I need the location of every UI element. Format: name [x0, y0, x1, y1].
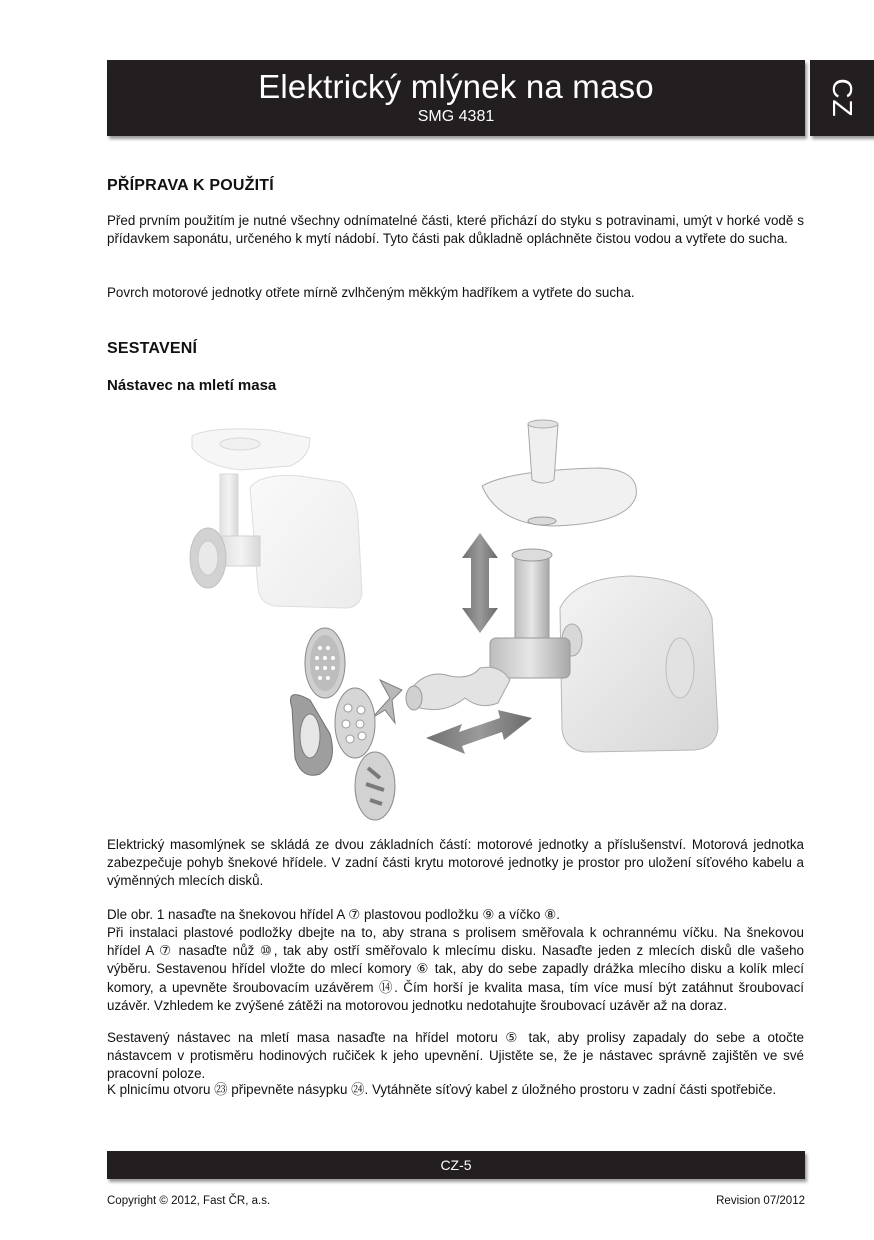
page-number: CZ-5: [440, 1157, 472, 1173]
vertical-arrow-icon: [462, 533, 498, 633]
paragraph-sestaveni-5: K plnicímu otvoru ㉓ připevněte násypku ㉔. Vytáhněte síťový kabel z úložného prostoru v zadní části spotřebiče.: [107, 1082, 777, 1097]
screw-ring: [290, 695, 332, 776]
document-title: Elektrický mlýnek na maso: [258, 68, 654, 105]
copyright: Copyright © 2012, Fast ČR, a.s.: [107, 1195, 271, 1207]
meat-grinder-assembly-illustration: [180, 418, 720, 828]
paragraph-sestaveni-4: Sestavený nástavec na mletí masa nasaďte na hřídel motoru ⑤ tak, aby prolisy zapadaly do sebe a otočte nástavcem v protisměru hodinových ručiček k jeho upevnění. Ujistěte se, že je nástavec správně zajištěn ve své pracovní poloze.: [107, 1030, 804, 1082]
model-number: SMG 4381: [417, 108, 495, 125]
paragraph-sestaveni-2: Dle obr. 1 nasaďte na šnekovou hřídel A ⑦ plastovou podložku ⑨ a víčko ⑧.: [107, 907, 560, 922]
heading-sestaveni: SESTAVENÍ: [107, 340, 198, 357]
language-code: CZ: [827, 78, 858, 118]
grinding-disc-fine: [305, 628, 345, 698]
horizontal-arrow-icon: [426, 710, 532, 754]
paragraph-priprava-1: Před prvním použitím je nutné všechny odnímatelné části, které přichází do styku s potravinami, umýt v horké vodě s přídavkem saponátu, určeného k mytí nádobí. Tyto části pak důkladně opláchněte čistou vodou a vytřete do sucha.: [107, 213, 804, 247]
page-header: [107, 60, 805, 136]
cutting-knife: [372, 680, 402, 723]
heading-priprava: PŘÍPRAVA K POUŽITÍ: [107, 177, 274, 194]
motor-unit: [560, 576, 718, 752]
assembled-grinder-ghost: [190, 429, 362, 608]
mincing-chamber: [490, 549, 570, 678]
hopper-tray: [482, 468, 636, 526]
grinding-disc-coarse: [335, 688, 375, 758]
page-number-bar: [107, 1151, 805, 1179]
pusher: [528, 420, 558, 483]
paragraph-sestaveni-1: Elektrický masomlýnek se skládá ze dvou základních částí: motorové jednotky a příslušenství. Motorová jednotka zabezpečuje pohyb šnekové hřídele. V zadní části krytu motorové jednotky je prostor pro uložení síťového kabelu a výměnných mlecích disků.: [107, 837, 804, 889]
sausage-disc: [355, 752, 395, 820]
worm-shaft: [406, 667, 510, 710]
language-tab: [810, 60, 874, 136]
revision: Revision 07/2012: [716, 1195, 805, 1207]
paragraph-priprava-2: Povrch motorové jednotky otřete mírně zvlhčeným měkkým hadříkem a vytřete do sucha.: [107, 285, 635, 300]
paragraph-sestaveni-3: Při instalaci plastové podložky dbejte na to, aby strana s prolisem směřovala k ochrannému víčku. Na šnekovou hřídel A ⑦ nasaďte nůž ⑩, tak aby ostří směřovalo k mlecímu disku. Nasaďte jeden z mlecích disků dle vašeho výběru. Sestavenou hřídel vložte do mlecí komory ⑥ tak, aby do sebe zapadly drážka mlecího disku a kolík mlecí komory, a upevněte šroubovacím uzávěrem ⑭. Čím horší je kvalita masa, tím více musí být zatáhnut šroubovací uzávěr. Vzhledem ke zvýšené zátěži na motorovou jednotku nedotahujte šroubovací uzávěr až na doraz.: [107, 925, 804, 1013]
subheading-nastavec: Nástavec na mletí masa: [107, 377, 277, 394]
